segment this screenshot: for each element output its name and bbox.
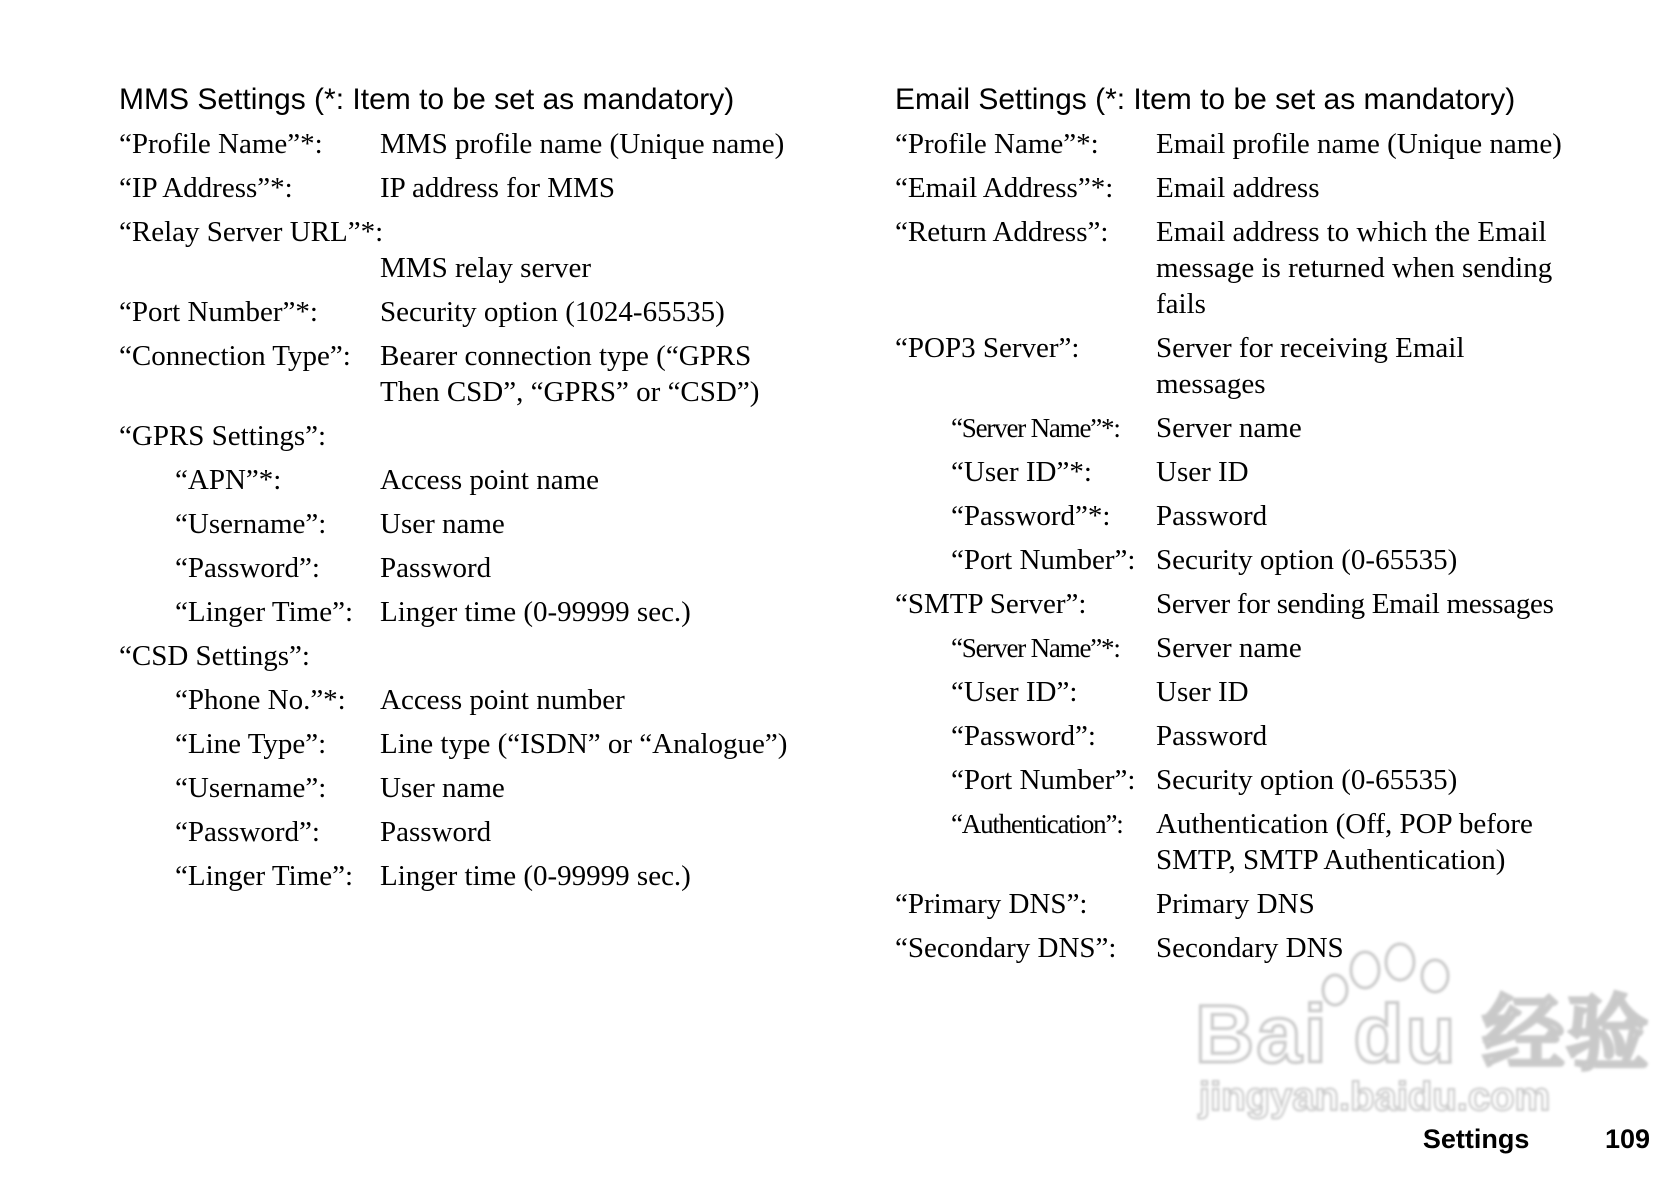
mms-row-csd-settings	[119, 638, 849, 674]
email-desc: Server for sending Email messages	[1156, 588, 1554, 620]
email-desc: Password	[1156, 500, 1268, 532]
mms-desc: Linger time (0-99999 sec.)	[380, 596, 691, 628]
email-desc: Primary DNS	[1156, 888, 1315, 920]
email-label: “POP3 Server”:	[895, 332, 1080, 364]
mms-row-gprs-password	[119, 550, 849, 586]
watermark-text-main: Bai du 经验	[1195, 989, 1651, 1080]
email-settings-heading: Email Settings (*: Item to be set as mandatory)	[895, 83, 1516, 116]
email-label: “Email Address”*:	[895, 172, 1114, 204]
mms-label: “Port Number”*:	[119, 296, 318, 328]
mms-desc: User name	[380, 508, 505, 540]
email-desc: Secondary DNS	[1156, 932, 1344, 964]
email-desc: User ID	[1156, 456, 1249, 488]
email-desc: Email profile name (Unique name)	[1156, 128, 1562, 160]
email-row-primary-dns	[895, 886, 1655, 922]
mms-desc: MMS relay server	[380, 252, 592, 284]
mms-row-line-type	[119, 726, 849, 762]
email-row-smtp-password	[895, 718, 1655, 754]
mms-desc: Linger time (0-99999 sec.)	[380, 860, 691, 892]
email-settings-list	[895, 126, 1655, 966]
email-label: “User ID”*:	[951, 456, 1092, 488]
email-label: “Port Number”:	[951, 764, 1136, 796]
email-row-authentication	[895, 806, 1655, 878]
mms-desc: Access point name	[380, 464, 600, 496]
email-settings-section	[895, 82, 1655, 966]
mms-label: “Linger Time”:	[175, 596, 354, 628]
mms-desc: Password	[380, 816, 492, 848]
email-label: “Password”*:	[951, 500, 1111, 532]
mms-row-ip-address	[119, 170, 849, 206]
email-desc: Server for receiving Email messages	[1156, 332, 1465, 400]
email-desc: Email address	[1156, 172, 1320, 204]
mms-row-apn	[119, 462, 849, 498]
email-row-smtp-server-name	[895, 630, 1655, 666]
footer-section-title: Settings	[1422, 1124, 1530, 1154]
email-label: “Secondary DNS”:	[895, 932, 1117, 964]
mms-row-profile-name	[119, 126, 849, 162]
email-desc: Server name	[1156, 632, 1302, 664]
mms-settings-section	[119, 82, 849, 894]
email-row-pop3-password	[895, 498, 1655, 534]
mms-label: “Phone No.”*:	[175, 684, 346, 716]
email-row-pop3-server-name	[895, 410, 1655, 446]
mms-label: “Username”:	[175, 772, 327, 804]
mms-desc: IP address for MMS	[380, 172, 615, 204]
email-label: “Server Name”*:	[951, 633, 1120, 663]
email-row-smtp-user-id	[895, 674, 1655, 710]
mms-settings-heading: MMS Settings (*: Item to be set as mandatory)	[119, 83, 735, 116]
mms-label: “Password”:	[175, 816, 320, 848]
email-row-return-address	[895, 214, 1655, 322]
email-label: “Server Name”*:	[951, 413, 1120, 443]
email-label: “SMTP Server”:	[895, 588, 1087, 620]
email-row-email-address	[895, 170, 1655, 206]
email-label: “Primary DNS”:	[895, 888, 1088, 920]
mms-row-gprs-settings	[119, 418, 849, 454]
email-desc: Email address to which the Email message is returned when sending fails	[1156, 216, 1553, 320]
email-desc: Security option (0-65535)	[1156, 544, 1458, 576]
mms-row-phone-no	[119, 682, 849, 718]
email-label: “User ID”:	[951, 676, 1078, 708]
mms-desc	[380, 638, 849, 674]
mms-desc: MMS profile name (Unique name)	[380, 128, 785, 160]
mms-row-gprs-username	[119, 506, 849, 542]
mms-row-csd-username	[119, 770, 849, 806]
mms-row-port-number	[119, 294, 849, 330]
email-label: “Authentication”:	[951, 809, 1123, 839]
email-row-smtp-port-number	[895, 762, 1655, 798]
email-row-pop3-server	[895, 330, 1655, 402]
email-row-pop3-user-id	[895, 454, 1655, 490]
mms-settings-list	[119, 126, 849, 894]
mms-label: “Connection Type”:	[119, 340, 351, 372]
email-row-profile-name	[895, 126, 1655, 162]
mms-row-connection-type	[119, 338, 849, 410]
page-number: 109	[1604, 1124, 1650, 1154]
email-desc: Server name	[1156, 412, 1302, 444]
mms-label: “Username”:	[175, 508, 327, 540]
mms-row-relay-server-url	[119, 214, 849, 286]
email-label: “Profile Name”*:	[895, 128, 1099, 160]
email-label: “Port Number”:	[951, 544, 1136, 576]
mms-label: “Password”:	[175, 552, 320, 584]
mms-label: “CSD Settings”:	[119, 640, 310, 672]
mms-desc	[380, 418, 849, 454]
mms-label: “Line Type”:	[175, 728, 327, 760]
mms-label: “APN”*:	[175, 464, 282, 496]
email-desc: Authentication (Off, POP before SMTP, SMTP Authentication)	[1156, 808, 1533, 876]
mms-desc: Security option (1024-65535)	[380, 296, 725, 328]
email-label: “Return Address”:	[895, 216, 1109, 248]
mms-label: “IP Address”*:	[119, 172, 293, 204]
mms-label: “Profile Name”*:	[119, 128, 323, 160]
email-label: “Password”:	[951, 720, 1096, 752]
mms-desc: User name	[380, 772, 505, 804]
email-desc: User ID	[1156, 676, 1249, 708]
mms-desc: Line type (“ISDN” or “Analogue”)	[380, 728, 788, 760]
mms-label: “Relay Server URL”*:	[119, 216, 384, 248]
mms-row-gprs-linger-time	[119, 594, 849, 630]
mms-desc: Access point number	[380, 684, 625, 716]
baidu-watermark	[1195, 940, 1651, 1120]
email-desc: Password	[1156, 720, 1268, 752]
page-footer	[1423, 1124, 1650, 1155]
email-row-smtp-server	[895, 586, 1655, 622]
mms-row-csd-linger-time	[119, 858, 849, 894]
email-desc: Security option (0-65535)	[1156, 764, 1458, 796]
mms-label: “Linger Time”:	[175, 860, 354, 892]
mms-row-csd-password	[119, 814, 849, 850]
watermark-text-url: jingyan.baidu.com	[1199, 1075, 1551, 1119]
mms-desc: Password	[380, 552, 492, 584]
email-row-pop3-port-number	[895, 542, 1655, 578]
mms-label: “GPRS Settings”:	[119, 420, 327, 452]
mms-desc: Bearer connection type (“GPRS Then CSD”, “GPRS” or “CSD”)	[380, 340, 760, 408]
